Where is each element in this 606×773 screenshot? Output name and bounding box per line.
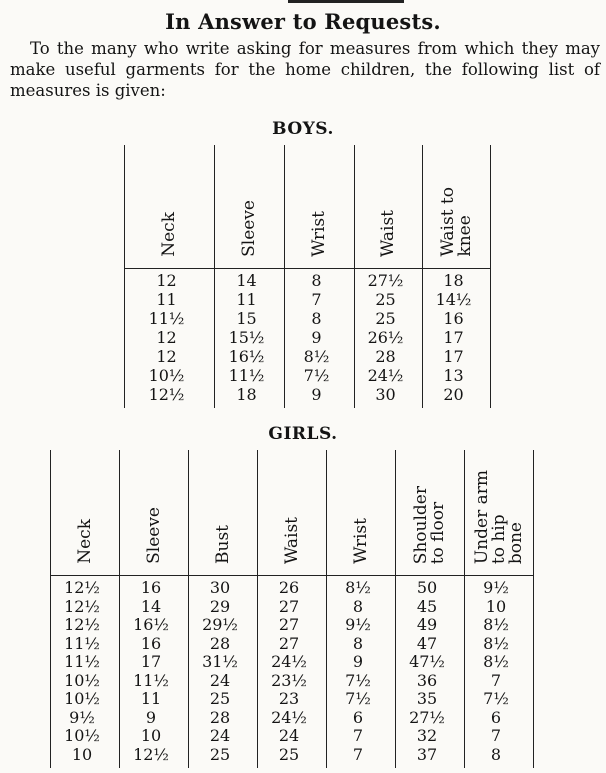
table-row — [125, 290, 491, 309]
table-cell: 24½ — [258, 652, 327, 671]
table-row — [51, 671, 534, 690]
table-cell: 29½ — [189, 615, 258, 634]
table-cell: 7½ — [327, 689, 396, 708]
table-row — [51, 634, 534, 653]
table-cell: 10½ — [51, 726, 120, 745]
girls-header-row — [51, 450, 534, 576]
table-row — [125, 385, 491, 408]
table-row — [51, 708, 534, 727]
table-cell: 23½ — [258, 671, 327, 690]
table-cell: 45 — [396, 597, 465, 616]
table-cell: 9 — [120, 708, 189, 727]
table-cell: 14½ — [423, 290, 491, 309]
table-row — [51, 597, 534, 616]
table-cell: 12 — [125, 269, 215, 291]
table-cell: 10 — [120, 726, 189, 745]
table-cell: 7 — [285, 290, 355, 309]
table-cell: 8 — [285, 309, 355, 328]
table-cell: 50 — [396, 576, 465, 597]
table-row — [51, 689, 534, 708]
table-cell: 23 — [258, 689, 327, 708]
table-cell: 18 — [215, 385, 285, 408]
table-cell: 8 — [327, 597, 396, 616]
table-cell: 9 — [285, 385, 355, 408]
table-row — [51, 745, 534, 768]
table-cell: 8½ — [285, 347, 355, 366]
table-cell: 7 — [465, 671, 534, 690]
table-cell: 14 — [215, 269, 285, 291]
table-cell: 11 — [125, 290, 215, 309]
table-cell: 16½ — [120, 615, 189, 634]
girls-caption: GIRLS. — [268, 424, 338, 444]
table-row — [125, 269, 491, 291]
table-cell: 12 — [125, 347, 215, 366]
table-cell: 8½ — [465, 615, 534, 634]
table-cell: 27½ — [396, 708, 465, 727]
boys-col-header: Sleeve — [215, 145, 285, 269]
table-cell: 11½ — [51, 652, 120, 671]
girls-col-header: Waist — [258, 450, 327, 576]
table-cell: 11½ — [215, 366, 285, 385]
table-cell: 25 — [355, 290, 423, 309]
table-cell: 27 — [258, 597, 327, 616]
boys-col-header: Waist — [355, 145, 423, 269]
table-cell: 29 — [189, 597, 258, 616]
table-row — [51, 652, 534, 671]
table-cell: 8½ — [465, 634, 534, 653]
boys-header-row — [125, 145, 491, 269]
table-cell: 11 — [215, 290, 285, 309]
table-cell: 24½ — [258, 708, 327, 727]
table-cell: 12½ — [125, 385, 215, 408]
table-cell: 27½ — [355, 269, 423, 291]
girls-col-header: Neck — [51, 450, 120, 576]
table-cell: 12 — [125, 328, 215, 347]
page-title: In Answer to Requests. — [165, 9, 441, 34]
table-cell: 30 — [355, 385, 423, 408]
table-cell: 10 — [51, 745, 120, 768]
table-cell: 14 — [120, 597, 189, 616]
table-cell: 8 — [465, 745, 534, 768]
table-cell: 11 — [120, 689, 189, 708]
table-cell: 6 — [465, 708, 534, 727]
table-cell: 8½ — [465, 652, 534, 671]
table-cell: 25 — [189, 745, 258, 768]
table-row — [125, 328, 491, 347]
table-cell: 11½ — [125, 309, 215, 328]
table-cell: 47½ — [396, 652, 465, 671]
table-cell: 16 — [120, 576, 189, 597]
table-cell: 13 — [423, 366, 491, 385]
table-cell: 7½ — [285, 366, 355, 385]
table-row — [125, 309, 491, 328]
table-cell: 8½ — [327, 576, 396, 597]
table-cell: 18 — [423, 269, 491, 291]
table-cell: 24 — [189, 726, 258, 745]
table-cell: 26 — [258, 576, 327, 597]
table-row — [125, 366, 491, 385]
table-cell: 28 — [355, 347, 423, 366]
table-cell: 16½ — [215, 347, 285, 366]
table-cell: 49 — [396, 615, 465, 634]
table-cell: 36 — [396, 671, 465, 690]
table-cell: 12½ — [51, 615, 120, 634]
table-cell: 7½ — [327, 671, 396, 690]
table-cell: 10½ — [51, 671, 120, 690]
table-cell: 30 — [189, 576, 258, 597]
table-cell: 7 — [327, 726, 396, 745]
table-cell: 9½ — [327, 615, 396, 634]
table-cell: 12½ — [51, 597, 120, 616]
table-cell: 17 — [423, 347, 491, 366]
table-cell: 16 — [120, 634, 189, 653]
girls-col-header: Shoulder to floor — [396, 450, 465, 576]
table-cell: 25 — [355, 309, 423, 328]
table-cell: 35 — [396, 689, 465, 708]
table-row — [51, 615, 534, 634]
table-cell: 8 — [285, 269, 355, 291]
table-cell: 24 — [258, 726, 327, 745]
table-cell: 10 — [465, 597, 534, 616]
table-cell: 12½ — [120, 745, 189, 768]
boys-col-header: Wrist — [285, 145, 355, 269]
girls-col-header: Under arm to hip bone — [465, 450, 534, 576]
table-cell: 31½ — [189, 652, 258, 671]
table-cell: 7½ — [465, 689, 534, 708]
table-cell: 17 — [423, 328, 491, 347]
table-cell: 10½ — [51, 689, 120, 708]
table-cell: 11½ — [120, 671, 189, 690]
table-cell: 28 — [189, 708, 258, 727]
table-row — [51, 726, 534, 745]
table-cell: 17 — [120, 652, 189, 671]
table-cell: 47 — [396, 634, 465, 653]
table-cell: 12½ — [51, 576, 120, 597]
table-cell: 6 — [327, 708, 396, 727]
table-cell: 25 — [258, 745, 327, 768]
table-cell: 32 — [396, 726, 465, 745]
table-cell: 10½ — [125, 366, 215, 385]
table-cell: 26½ — [355, 328, 423, 347]
table-cell: 8 — [327, 634, 396, 653]
table-cell: 28 — [189, 634, 258, 653]
boys-caption: BOYS. — [272, 119, 334, 139]
table-row — [51, 576, 534, 597]
girls-measures-table — [50, 450, 534, 768]
table-cell: 9½ — [465, 576, 534, 597]
boys-col-header: Neck — [125, 145, 215, 269]
table-cell: 9½ — [51, 708, 120, 727]
boys-measures-table — [124, 145, 491, 408]
table-cell: 15 — [215, 309, 285, 328]
table-row — [125, 347, 491, 366]
table-cell: 27 — [258, 615, 327, 634]
table-cell: 9 — [327, 652, 396, 671]
table-cell: 15½ — [215, 328, 285, 347]
boys-col-header: Waist to knee — [423, 145, 491, 269]
table-cell: 37 — [396, 745, 465, 768]
table-cell: 20 — [423, 385, 491, 408]
table-cell: 24½ — [355, 366, 423, 385]
girls-col-header: Wrist — [327, 450, 396, 576]
table-cell: 27 — [258, 634, 327, 653]
table-cell: 16 — [423, 309, 491, 328]
table-cell: 24 — [189, 671, 258, 690]
table-cell: 25 — [189, 689, 258, 708]
table-cell: 7 — [465, 726, 534, 745]
table-cell: 9 — [285, 328, 355, 347]
girls-col-header: Sleeve — [120, 450, 189, 576]
top-rule — [288, 0, 404, 3]
girls-col-header: Bust — [189, 450, 258, 576]
table-cell: 7 — [327, 745, 396, 768]
intro-paragraph: To the many who write asking for measures from which they may make useful garments for the home children, the following list of measures is given: — [10, 39, 600, 100]
table-cell: 11½ — [51, 634, 120, 653]
